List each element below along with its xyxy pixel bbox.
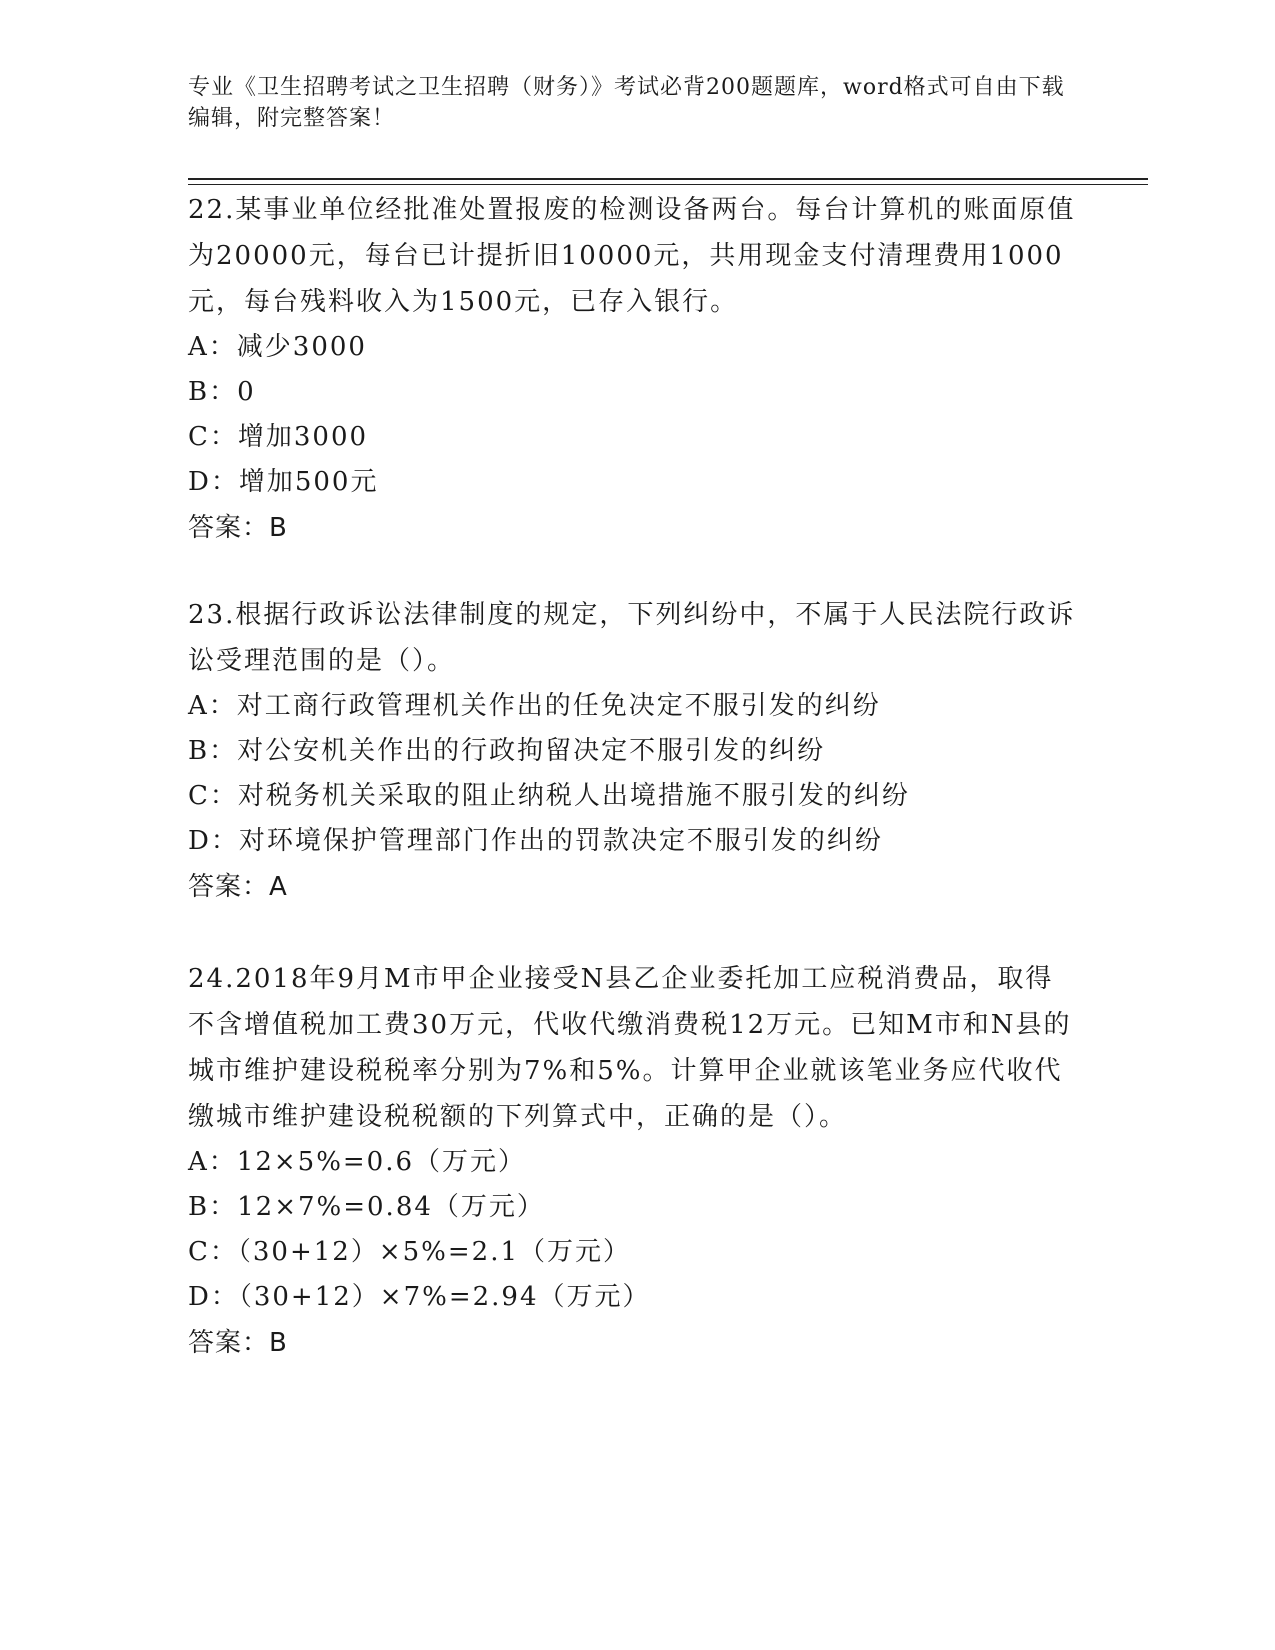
header-divider-thick	[188, 178, 1148, 180]
answer: 答案：B	[188, 513, 288, 543]
option-c: C：（30+12）×5%=2.1（万元）	[188, 1237, 632, 1267]
question-stem: 23.根据行政诉讼法律制度的规定，下列纠纷中，不属于人民法院行政诉讼受理范围的是（）。	[188, 600, 1076, 676]
option-d: D：（30+12）×7%=2.94（万元）	[188, 1282, 651, 1312]
question-24	[188, 956, 1078, 1366]
option-a: A：减少3000	[188, 332, 367, 362]
answer: 答案：B	[188, 1328, 288, 1358]
option-c: C：对税务机关采取的阻止纳税人出境措施不服引发的纠纷	[188, 781, 910, 811]
question-stem: 22.某事业单位经批准处置报废的检测设备两台。每台计算机的账面原值为20000元，每台已计提折旧10000元，共用现金支付清理费用1000元，每台残料收入为1500元，已存入银行。	[188, 195, 1076, 317]
question-23	[188, 592, 1078, 910]
answer: 答案：A	[188, 872, 288, 902]
option-b: B：0	[188, 377, 256, 407]
option-b: B：对公安机关作出的行政拘留决定不服引发的纠纷	[188, 736, 826, 766]
question-22	[188, 187, 1078, 551]
option-d: D：对环境保护管理部门作出的罚款决定不服引发的纠纷	[188, 826, 883, 856]
question-stem: 24.2018年9月M市甲企业接受N县乙企业委托加工应税消费品，取得不含增值税加工费30万元，代收代缴消费税12万元。已知M市和N县的城市维护建设税税率分别为7%和5%。计算甲企业就该笔业务应代收代缴城市维护建设税税额的下列算式中，正确的是（）。	[188, 964, 1072, 1132]
option-a: A：对工商行政管理机关作出的任免决定不服引发的纠纷	[188, 691, 881, 721]
document-header: 专业《卫生招聘考试之卫生招聘（财务）》考试必背200题题库，word格式可自由下载编辑，附完整答案！	[188, 75, 1065, 131]
option-d: D：增加500元	[188, 467, 379, 497]
option-c: C：增加3000	[188, 422, 369, 452]
header-divider-thin	[188, 184, 1148, 185]
option-a: A：12×5%=0.6（万元）	[188, 1147, 527, 1177]
option-b: B：12×7%=0.84（万元）	[188, 1192, 545, 1222]
